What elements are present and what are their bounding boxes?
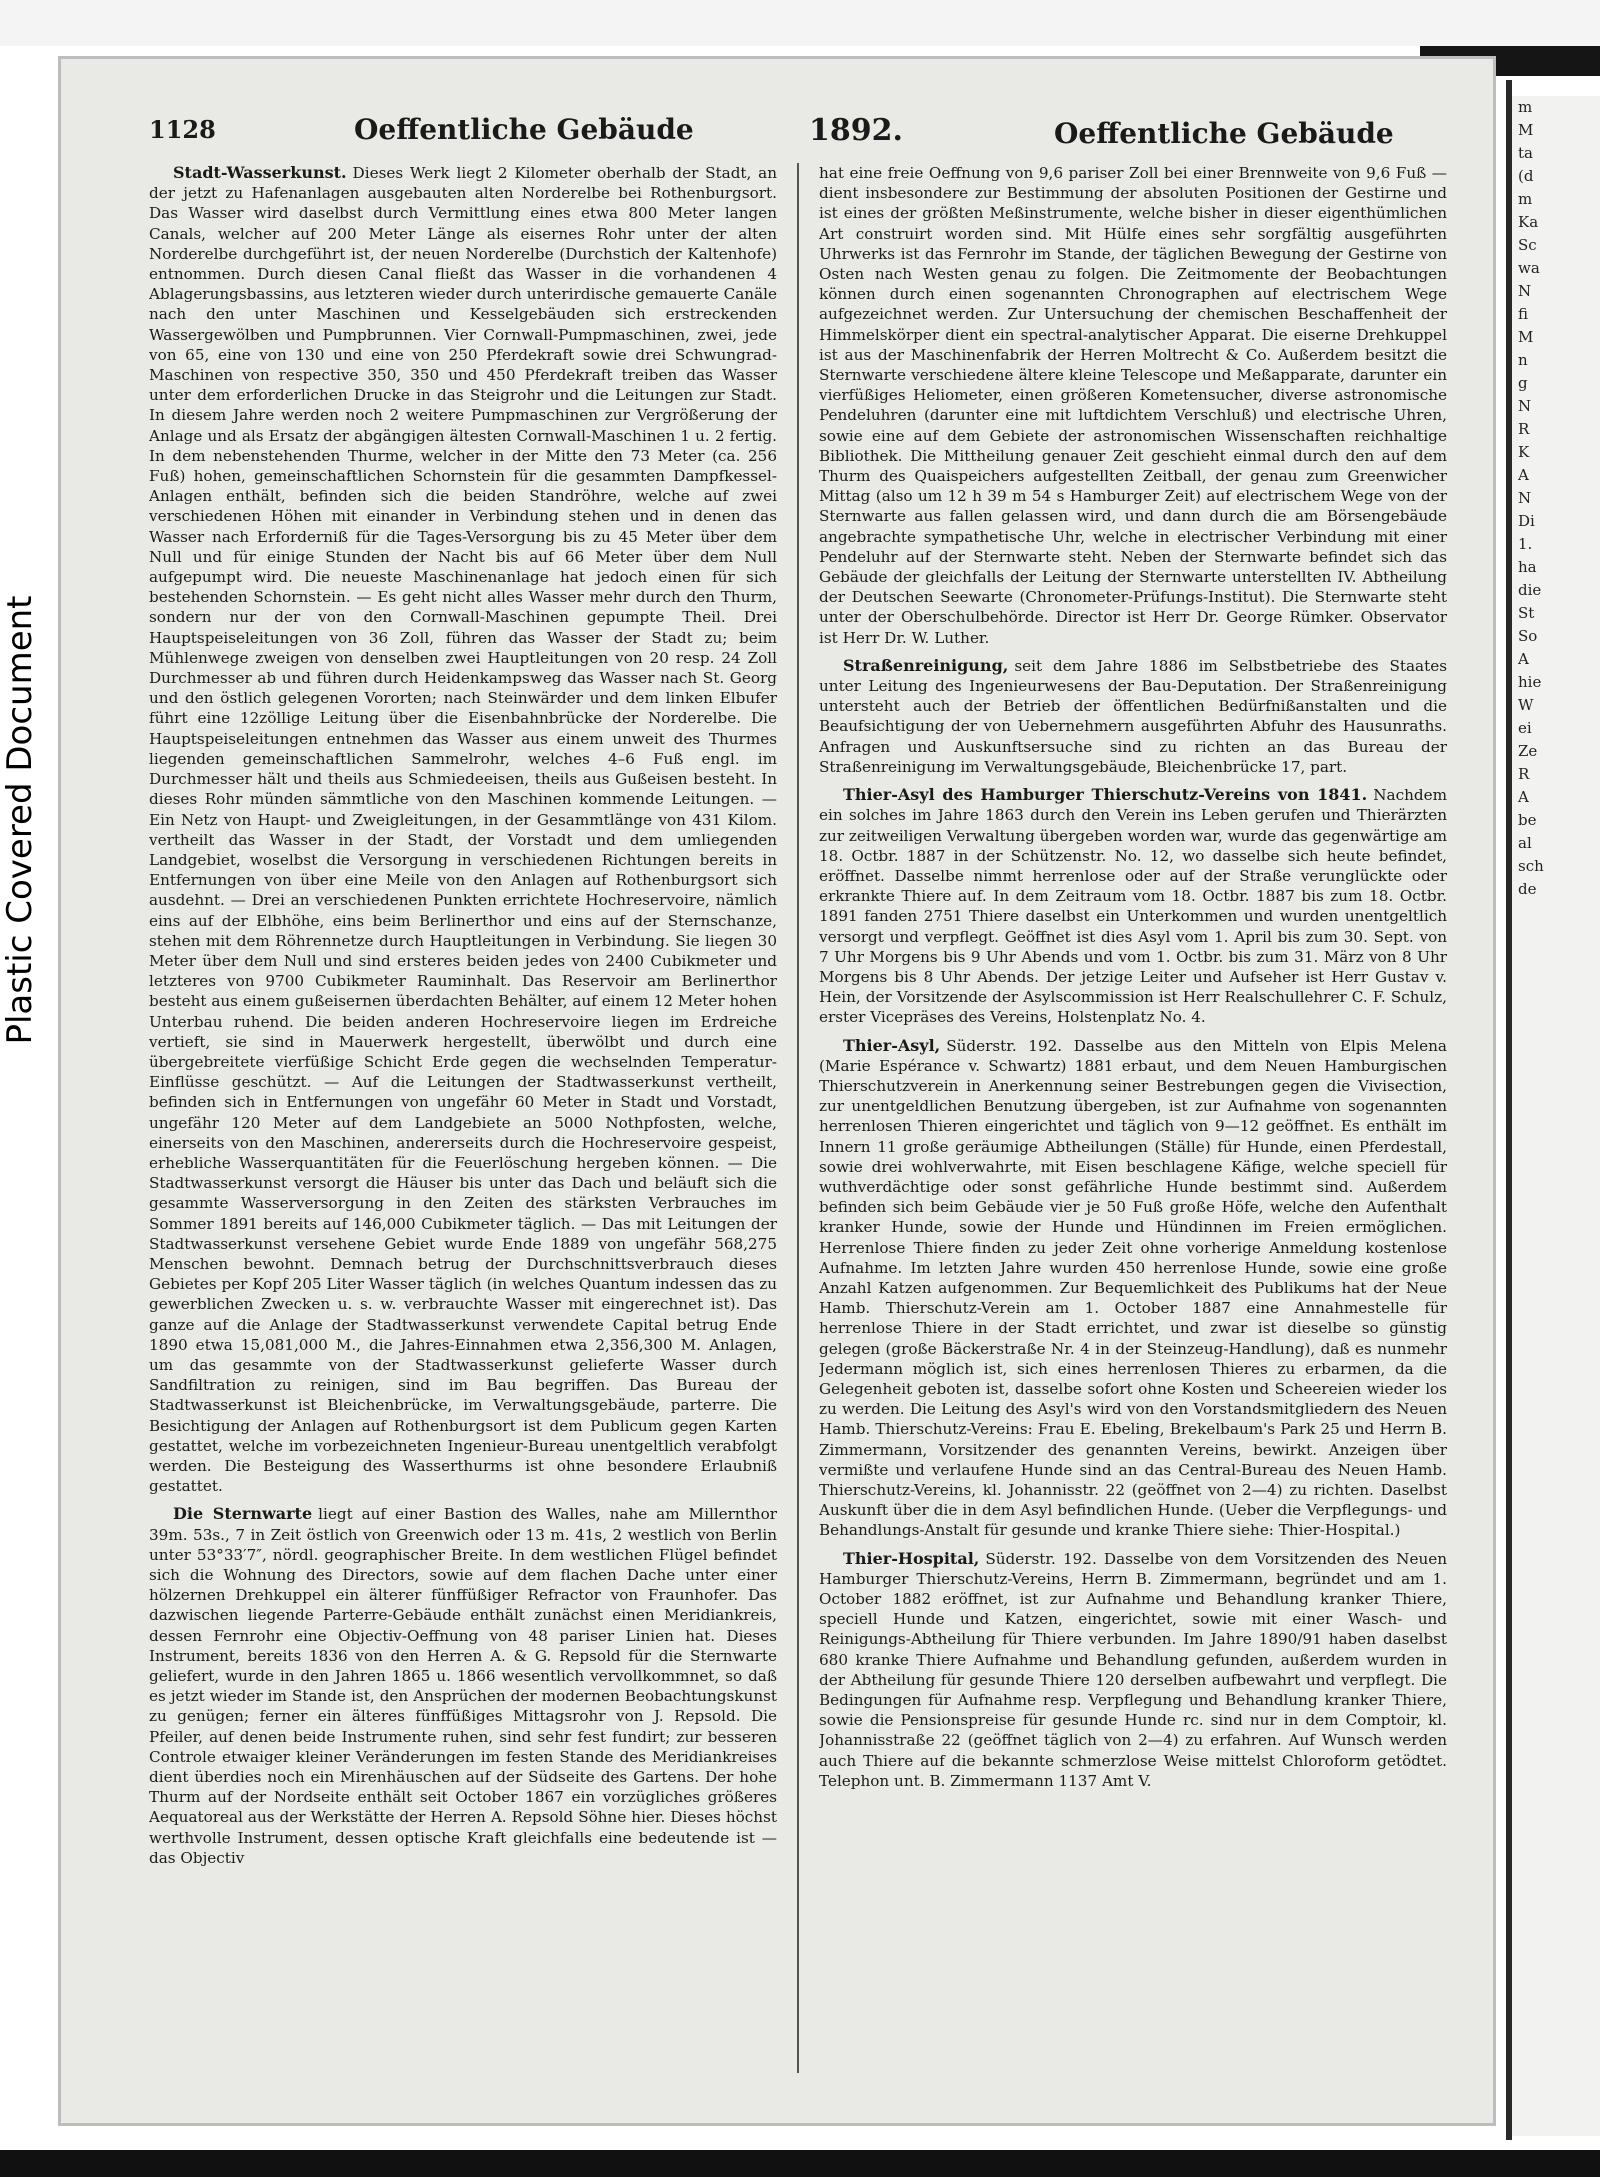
entry-title: Die Sternwarte [173,1504,313,1524]
entry-title: Stadt-Wasserkunst. [173,163,347,182]
right-column-entry [819,785,1447,1027]
document-page [58,56,1496,2126]
next-page-fragment: A [1518,466,1529,484]
next-page-fragment: wa [1518,259,1540,277]
next-page-fragment: m [1518,98,1533,116]
next-page-fragment: ta [1518,144,1533,162]
running-head-right: Oeffentliche Gebäude [1054,117,1394,150]
next-page-fragment: fi [1518,305,1529,323]
text-columns [149,163,1489,2083]
right-column-entry [819,1549,1447,1791]
entry-text: liegt auf einer Bastion des Walles, nahe am Millernthor 39m. 53s., 7 in Zeit östlich von Greenwich oder 13 m. 41s, 2 westlich von Berlin unter 53°33′7″, nördl. geographischer Breite. In dem westlichen Flügel befindet sich die Wohnung des Directors, sowie auf dem flachen Dache unter einer hölzernen Drehkuppel ein älterer fünffüßiger Refractor von Fraunhofer. Das dazwischen liegende Parterre-Gebäude enthält zunächst einen Meridiankreis, dessen Fernrohr eine Objectiv-Oeffnung von 48 pariser Linien hat. Dieses Instrument, bereits 1836 von den Herren A. & G. Repsold für die Sternwarte geliefert, wurde in den Jahren 1865 u. 1866 wesentlich vervollkommnet, so daß es jetzt wieder im Stande ist, den Ansprüchen der modernen Beobachtungskunst zu genügen; ferner ein älteres fünffüßiges Mittagsrohr von J. Repsold. Die Pfeiler, auf denen beide Instrumente ruhen, sind sehr fest fundirt; zur besseren Controle etwaiger kleiner Veränderungen im festen Stande des Meridiankreises dient überdies noch ein Mirenhäuschen auf der Südseite des Gartens. Der hohe Thurm auf der Nordseite enthält seit October 1867 ein vorzügliches größeres Aequatoreal aus der Werkstätte der Herren A. Repsold Söhne hier. Dieses höchst werthvolle Instrument, dessen optische Kraft gleichfalls eine bedeutende ist — das Objectiv [149,1505,777,1867]
next-page-fragment: n [1518,351,1528,369]
entry-text: Dieses Werk liegt 2 Kilometer oberhalb der Stadt, an der jetzt zu Hafenanlagen ausgebauten alten Norderelbe bei Rothenburgsort. Das Wasser wird daselbst durch Vermittlung eines etwa 800 Meter langen Canals, welcher auf 200 Meter Länge als eisernes Rohr unter der alten Norderelbe durchgeführt ist, der neuen Norderelbe (Durchstich der Kaltenhofe) entnommen. Durch diesen Canal fließt das Wasser in die vorhandenen 4 Ablagerungsbassins, aus letzteren wieder durch unterirdische gemauerte Canäle nach den unter Maschinen und Kesselgebäuden sich erstreckenden Wassergewölben und Pumpbrunnen. Vier Cornwall-Pumpmaschinen, zwei, jede von 65, eine von 130 und eine von 250 Pferdekraft sowie drei Schwungrad-Maschinen von respective 350, 350 und 450 Pferdekraft treiben das Wasser unter dem erforderlichen Drucke in das Steigrohr und die Leitungen zur Stadt. In diesem Jahre werden noch 2 weitere Pumpmaschinen zur Vergrößerung der Anlage und als Ersatz der abgängigen ältesten Cornwall-Maschinen 1 u. 2 fertig. In dem nebenstehenden Thurme, welcher in der Mitte den 73 Meter (ca. 256 Fuß) hohen, gemeinschaftlichen Schornstein für die gesammten Dampfkessel-Anlagen enthält, befinden sich die beiden Standröhre, welche auf zwei verschiedenen Höhen mit einander in Verbindung stehen und in denen das Wasser nach Erforderniß für die Tages-Versorgung bis zu 45 Meter über dem Null und für einige Stunden der Nacht bis auf 66 Meter über dem Null aufgepumpt wird. Die neueste Maschinenanlage hat jedoch einen für sich bestehenden Schornstein. — Es geht nicht alles Wasser mehr durch den Thurm, sondern nur der von den Cornwall-Maschinen gepumpte Theil. Drei Hauptspeiseleitungen von 36 Zoll, führen das Wasser der Stadt zu; beim Mühlenwege zweigen von denselben zwei Hauptleitungen von 20 resp. 24 Zoll Durchmesser ab und führen durch Heidenkampsweg das Wasser nach St. Georg und den östlich gelegenen Vororten; nach Steinwärder und dem linken Elbufer führt eine 12zöllige Leitung über die Eisenbahnbrücke der Norderelbe. Die Hauptspeiseleitungen entnehmen das Wasser aus einem unweit des Thurmes liegenden gemeinschaftlichen Sammelrohr, welches 4–6 Fuß engl. im Durchmesser hält und theils aus Schmiedeeisen, theils aus Gußeisen besteht. In dieses Rohr münden sämmtliche von den Maschinen kommende Leitungen. — Ein Netz von Haupt- und Zweigleitungen, in der Gesammtlänge von 431 Kilom. vertheilt das Wasser in der Stadt, der Vorstadt und dem umliegenden Landgebiet, woselbst die Versorgung in verschiedenen Richtungen bereits in Entfernungen von über eine Meile von den Anlagen auf Rothenburgsort sich ausdehnt. — Drei an verschiedenen Punkten errichtete Hochreservoire, nämlich eins auf der Elbhöhe, eins beim Berlinerthor und eins auf der Sternschanze, stehen mit dem Röhrennetze durch Hauptleitungen in Verbindung. Sie liegen 30 Meter über dem Null und sind ersteres beiden jedes von 2400 Cubikmeter und letzteres von 9700 Cubikmeter Rauminhalt. Das Reservoir am Berlinerthor besteht aus einem gußeisernen überdachten Behälter, auf einem 12 Meter hohen Unterbau ruhend. Die beiden anderen Hochreservoire liegen im Erdreiche vertieft, sie sind in Mauerwerk hergestellt, überwölbt und durch eine übergebreitete vierfüßige Schicht Erde gegen die wechselnden Temperatur-Einflüsse geschützt. — Auf die Leitungen der Stadtwasserkunst vertheilt, befinden sich in Entfernungen von ungefähr 60 Meter in Stadt und Vorstadt, ungefähr 120 Meter auf dem Landgebiete an 5000 Nothpfosten, welche, einerseits von den Maschinen, andererseits durch die Hochreservoire gespeist, erhebliche Wasserquantitäten für die Feuerlöschung hergeben können. — Die Stadtwasserkunst versorgt die Häuser bis unter das Dach und beläuft sich die gesammte Wasserversorgung in den Zeiten des stärksten Verbrauches im Sommer 1891 bereits auf 146,000 Cubikmeter täglich. — Das mit Leitungen der Stadtwasserkunst versehene Gebiet wurde Ende 1889 von ungefähr 568,275 Menschen bewohnt. Demnach betrug der Durchschnittsverbrauch dieses Gebietes per Kopf 205 Liter Wasser täglich (in welches Quantum indessen das zu gewerblichen Zwecken u. s. w. verbrauchte Wasser mit eingerechnet ist). Das ganze auf die Anlage der Stadtwasserkunst verwendete Capital betrug Ende 1890 etwa 15,081,000 M., die Jahres-Einnahmen etwa 2,356,300 M. Anlagen, um das gesammte von der Stadtwasserkunst gelieferte Wasser durch Sandfiltration zu reinigen, sind im Bau begriffen. Das Bureau der Stadtwasserkunst ist Bleichenbrücke, im Verwaltungsgebäude, parterre. Die Besichtigung der Anlagen auf Rothenburgsort ist dem Publicum gegen Karten gestattet, welche im vorbezeichneten Ingenieur-Bureau unentgeltlich verabfolgt werden. Die Besteigung des Wasserthurms ist ohne besondere Erlaubniß gestattet. [149,164,777,1496]
entry-text: Süderstr. 192. Dasselbe von dem Vorsitzenden des Neuen Hamburger Thierschutz-Vereins, Herrn B. Zimmermann, begründet und am 1. October 1882 eröffnet, ist zur Aufnahme und Behandlung kranker Thiere, speciell Hunde und Katzen, eingerichtet, sowie mit einer Wasch- und Reinigungs-Abtheilung für Thiere verbunden. Im Jahre 1890/91 haben daselbst 680 kranke Thiere Aufnahme und Behandlung gefunden, außerdem wurden in der Abtheilung für gesunde Thiere 120 derselben aufbewahrt und verpflegt. Die Bedingungen für Aufnahme resp. Verpflegung und Behandlung kranker Thiere, sowie die Pensionspreise für gesunde Hunde rc. sind nur in dem Comptoir, kl. Johannisstraße 22 (geöffnet täglich von 2—4) zu erfahren. Auf Wunsch werden auch Thiere auf die bekannte schmerzlose Weise mittelst Chloroform getödtet. Telephon unt. B. Zimmermann 1137 Amt V. [819,1549,1447,1790]
top-background-band [0,0,1600,46]
next-page-fragment: sch [1518,857,1544,875]
next-page-fragment: ha [1518,558,1537,576]
next-page-fragment: (d [1518,167,1534,185]
right-column-entry [819,1036,1447,1541]
next-page-fragment: 1. [1518,535,1533,553]
right-column-entry [819,656,1447,777]
next-page-fragment: N [1518,489,1532,507]
next-page-fragment: m [1518,190,1533,208]
next-page-fragment: A [1518,650,1529,668]
side-label: Plastic Covered Document [0,595,40,1045]
next-page-fragment: hie [1518,673,1542,691]
running-head-year: 1892. [809,113,903,148]
next-page-fragment: M [1518,121,1534,139]
next-page-fragment: Ka [1518,213,1539,231]
next-page-fragment: R [1518,420,1530,438]
next-page-fragment: Di [1518,512,1535,530]
left-column [149,163,777,2083]
entry-text: seit dem Jahre 1886 im Selbstbetriebe des Staates unter Leitung des Ingenieurwesens der Bau-Deputation. Der Straßenreinigung untersteht auch der Betrieb der öffentlichen Bedürfnißanstalten und die Beaufsichtigung der von Uebernehmern ausgeführten Abfuhr des Hausunraths. Anfragen und Auskunftsersuche sind zu richten an das Bureau der Straßenreinigung im Verwaltungsgebäude, Bleichenbrücke 17, part. [819,656,1447,776]
bottom-scanner-band [0,2150,1600,2177]
entry-title: Straßenreinigung, [843,655,1009,675]
next-page-strip [1512,96,1600,2136]
running-head-left: Oeffentliche Gebäude [354,113,694,146]
next-page-fragment: Ze [1518,742,1538,760]
next-page-fragment: N [1518,397,1532,415]
next-page-fragment: N [1518,282,1532,300]
right-column-entry [819,163,1447,648]
next-page-fragment: g [1518,374,1528,392]
next-page-fragment: M [1518,328,1534,346]
next-page-fragment: W [1518,696,1534,714]
next-page-fragment: die [1518,581,1542,599]
next-page-fragment: So [1518,627,1538,645]
left-column-entry [149,163,777,1496]
next-page-fragment: K [1518,443,1530,461]
page-content [149,111,1489,2111]
entry-text: hat eine freie Oeffnung von 9,6 pariser Zoll bei einer Brennweite von 9,6 Fuß — dient insbesondere zur Bestimmung der absoluten Positionen der Gestirne und ist eines der größten Meßinstrumente, welche bisher in dieser eigenthümlichen Art construirt worden sind. Mit Hülfe eines sehr sorgfältig ausgeführten Uhrwerks ist das Fernrohr im Stande, der täglichen Bewegung der Gestirne von Osten nach Westen genau zu folgen. Die Zeitmomente der Beobachtungen können durch einen sogenannten Chronographen auf electrischem Wege aufgezeichnet werden. Zur Untersuchung der chemischen Beschaffenheit der Himmelskörper dient ein spectral-analytischer Apparat. Die eiserne Drehkuppel ist aus der Maschinenfabrik der Herren Moltrecht & Co. Außerdem besitzt die Sternwarte verschiedene ältere kleine Telescope und Meßapparate, darunter ein vierfüßiges Heliometer, einen größeren Kometensucher, diverse astronomische Pendeluhren (darunter eine mit luftdichtem Verschluß) und electrische Uhren, sowie eine auf dem Gebiete der astronomischen Wissenschaften reichhaltige Bibliothek. Die Mittheilung genauer Zeit geschieht einmal durch den auf dem Thurm des Quaispeichers aufgestellten Zeitball, der genau zum Greenwicher Mittag (also um 12 h 39 m 54 s Hamburger Zeit) auf electrischem Wege von der Sternwarte aus fallen gelassen wird, und dann durch die am Börsengebäude angebrachte sympathetische Uhr, welche in electrischer Verbindung mit einer Pendeluhr auf der Sternwarte steht. Neben der Sternwarte befindet sich das Gebäude der gleichfalls der Leitung der Sternwarte unterstellten IV. Abtheilung der Deutschen Seewarte (Chronometer-Prüfungs-Institut). Die Sternwarte steht unter der Oberschulbehörde. Director ist Herr Dr. George Rümker. Observator ist Herr Dr. W. Luther. [819,164,1447,647]
page-number: 1128 [149,115,216,144]
next-page-fragment: ei [1518,719,1532,737]
entry-text: Süderstr. 192. Dasselbe aus den Mitteln von Elpis Melena (Marie Espérance v. Schwartz) 1881 erbaut, und dem Neuen Hamburgischen Thierschutzverein in Anerkennung seiner Bestrebungen gegen die Vivisection, zur unentgeldlichen Benutzung übergeben, ist zur Aufnahme von sogenannten herrenlosen Thieren eingerichtet und täglich von 9—12 geöffnet. Es enthält im Innern 11 große geräumige Abtheilungen (Ställe) für Hunde, einen Pferdestall, sowie drei wohlverwahrte, mit Eisen beschlagene Käfige, welche speciell für wuthverdächtige oder sonst gefährliche Hunde bestimmt sind. Außerdem befinden sich beim Gebäude vier je 50 Fuß große Höfe, welche den Aufenthalt kranker Hunde, sowie der Hunde und Hündinnen im Freien ermöglichen. Herrenlose Thiere finden zu jeder Zeit ohne vorherige Anmeldung kostenlose Aufnahme. Im letzten Jahre wurden 450 herrenlose Hunde, sowie eine große Anzahl Katzen aufgenommen. Zur Bequemlichkeit des Publikums hat der Neue Hamb. Thierschutz-Verein am 1. October 1887 eine Annahmestelle für herrenlose Thiere in der Stadt errichtet, und zwar ist dieselbe so günstig gelegen (große Bäckerstraße Nr. 4 in der Steinzeug-Handlung), daß es nunmehr Jedermann möglich ist, sich eines herrenlosen Thieres zu erbarmen, da die Gelegenheit geboten ist, dasselbe sofort ohne Kosten und Scheereien wieder los zu werden. Die Leitung des Asyl's wird von den Vorstandsmitgliedern des Neuen Hamb. Thierschutz-Vereins: Frau E. Ebeling, Brekelbaum's Park 25 und Herrn B. Zimmermann, Vorsitzender des genannten Vereins, bewirkt. Anzeigen über vermißte und verlaufene Hunde sind an das Central-Bureau des Neuen Hamb. Thierschutz-Vereins, kl. Johannisstr. 22 (geöffnet von 2—4) zu richten. Daselbst Auskunft über die in dem Asyl befindlichen Hunde. (Ueber die Verpflegungs- und Behandlungs-Anstalt für gesunde und kranke Thiere siehe: Thier-Hospital.) [819,1036,1447,1540]
running-head [149,111,1489,161]
next-page-fragment: Sc [1518,236,1537,254]
next-page-fragment: de [1518,880,1537,898]
entry-title: Thier-Hospital, [843,1548,980,1568]
entry-text: Nachdem ein solches im Jahre 1863 durch den Verein ins Leben gerufen und Thierärzten zur zeitweiligen Verwaltung übergeben worden war, wurde das gegenwärtige am 18. Octbr. 1887 in der Schützenstr. No. 12, wo dasselbe sich heute befindet, eröffnet. Dasselbe nimmt herrenlose oder auf der Straße verunglückte oder erkrankte Thiere auf. In dem Zeitraum vom 18. Octbr. 1887 bis zum 18. Octbr. 1891 fanden 2751 Thiere daselbst ein Unterkommen und wurden unentgeltlich versorgt und verpflegt. Geöffnet ist dies Asyl vom 1. April bis zum 30. Sept. von 7 Uhr Morgens bis 9 Uhr Abends und vom 1. Octbr. bis zum 31. März von 8 Uhr Morgens bis 8 Uhr Abends. Der jetzige Leiter und Aufseher ist Herr Gustav v. Hein, der Vorsitzende der Asylscommission ist Herr Realschullehrer C. F. Schulz, erster Vicepräses des Vereins, Holstenplatz No. 4. [819,786,1447,1027]
next-page-fragment: R [1518,765,1530,783]
entry-title: Thier-Asyl des Hamburger Thierschutz-Vereins von 1841. [843,785,1368,805]
entry-title: Thier-Asyl, [843,1035,941,1055]
next-page-fragment: be [1518,811,1537,829]
left-column-entry [149,1504,777,1868]
next-page-fragment: A [1518,788,1529,806]
next-page-fragment: St [1518,604,1535,622]
right-column [819,163,1447,2083]
column-rule [797,163,799,2073]
next-page-fragment: al [1518,834,1532,852]
